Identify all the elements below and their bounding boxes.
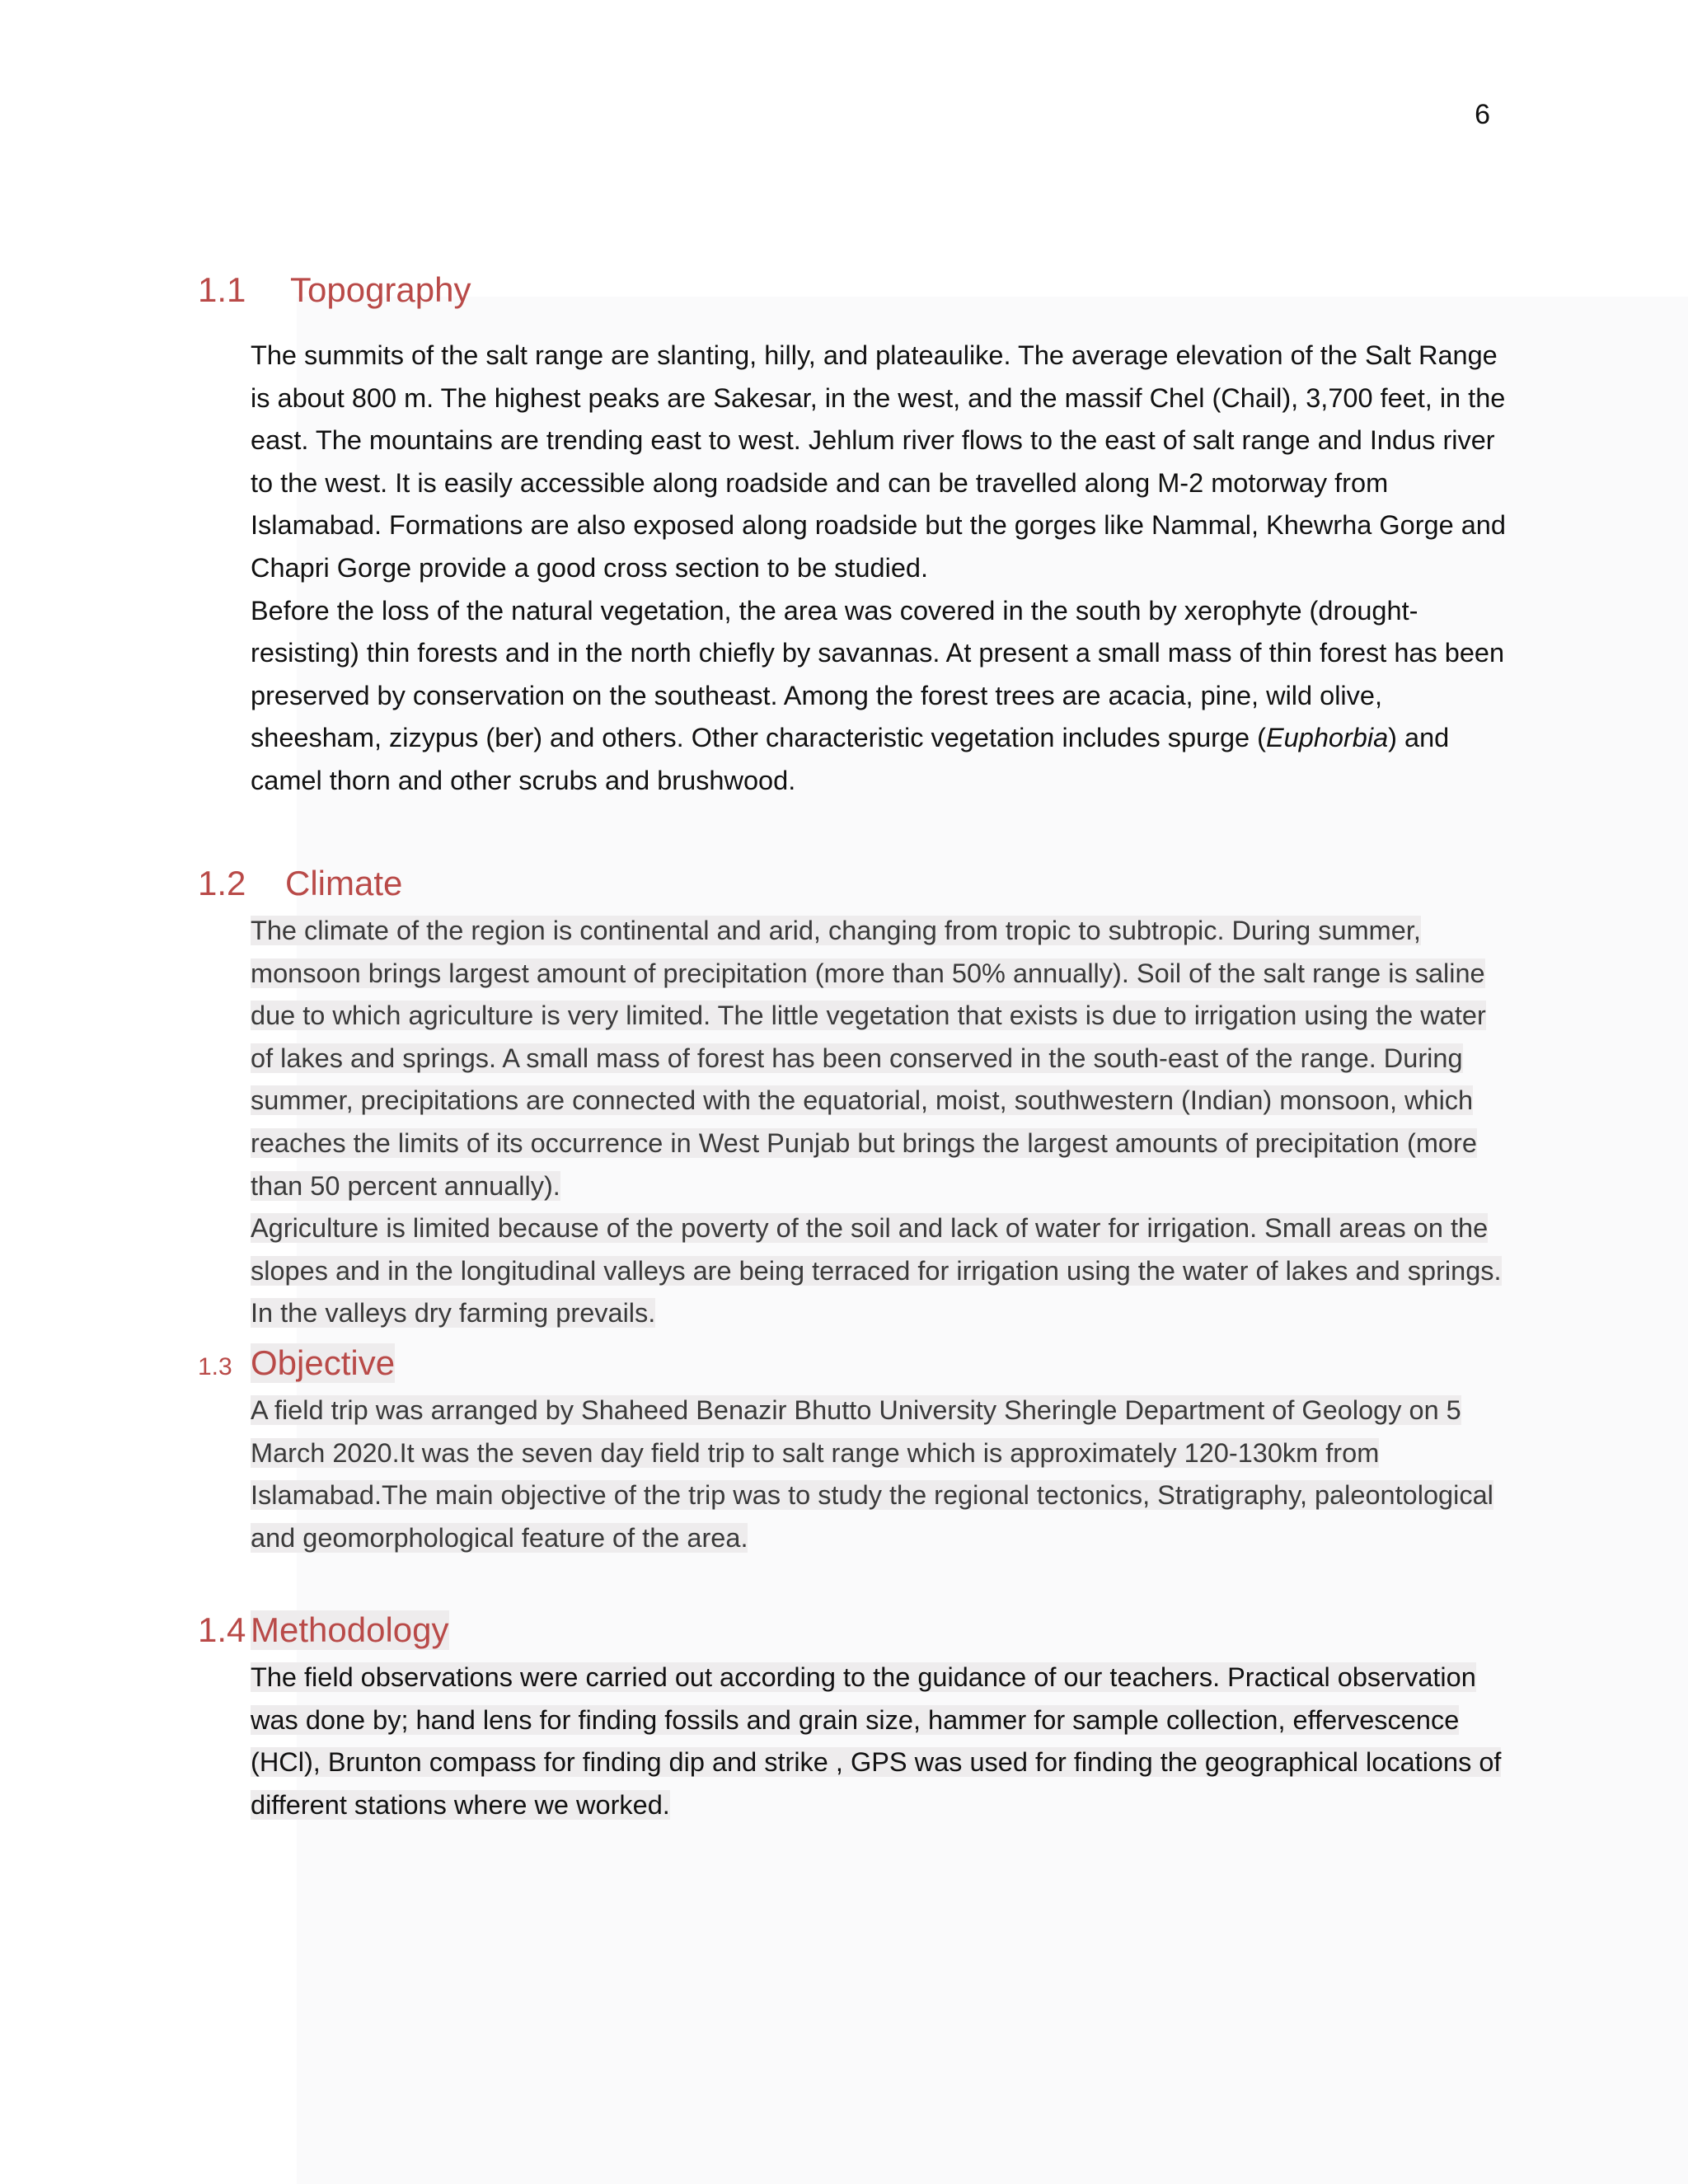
paragraph [251,1390,1508,1559]
italic-term: Euphorbia [1266,723,1389,753]
paragraph [251,590,1508,803]
section-methodology [198,1610,1508,1826]
page-number: 6 [1475,99,1490,130]
paragraph-text: ) and camel thorn and other scrubs and brushwood. [251,723,1450,795]
section-topography [198,270,1508,803]
section-heading [198,1343,1508,1383]
paragraph-text: The climate of the region is continental and arid, changing from tropic to subtropic. During summer, monsoon brings largest amount of precipitation (more than 50% annually). Soil of the salt range is saline due to which agriculture is very limited. The little vegetation that exists is due to irrigation using the water of lakes and springs. A small mass of forest has been conserved in the south-east of the range. During summer, precipitations are connected with the equatorial, moist, southwestern (Indian) monsoon, which reaches the limits of its occurrence in West Punjab but brings the largest amounts of precipitation (more than 50 percent annually). [251,916,1486,1201]
section-heading [198,864,1508,903]
paragraph-text: The field observations were carried out according to the guidance of our teachers. Practical observation was done by; hand lens for finding fossils and grain size, hammer for sample collection, effervescence (HCl), Brunton compass for finding dip and strike , GPS was used for finding the geographical locations of different stations where we worked. [251,1662,1502,1820]
section-climate [198,864,1508,1335]
section-number: 1.4 [198,1610,246,1649]
section-body [251,335,1508,803]
paragraph [251,910,1508,1207]
section-body [251,1657,1508,1826]
section-heading [198,270,1508,310]
paragraph-text: Before the loss of the natural vegetation, the area was covered in the south by xerophyte (drought-resisting) thin forests and in the north chiefly by savannas. At present a small mass of thin forest has been preserved by conservation on the southeast. Among the forest trees are acacia, pine, wild olive, sheesham, zizypus (ber) and others. Other characteristic vegetation includes spurge ( [251,595,1505,753]
section-heading [198,1610,1508,1650]
paragraph-text: A field trip was arranged by Shaheed Benazir Bhutto University Sheringle Department of Geology on 5 March 2020.It was the seven day field trip to salt range which is approximately 120-130km from Islamabad.The main objective of the trip was to study the regional tectonics, Stratigraphy, paleontological and geomorphological feature of the area. [251,1395,1493,1553]
paragraph [251,1207,1508,1335]
section-body [251,910,1508,1335]
paragraph [251,1657,1508,1826]
section-title: Methodology [251,1610,449,1649]
section-title: Objective [251,1343,396,1382]
section-number: 1.3 [198,1353,232,1380]
section-number: 1.1 [198,270,246,309]
section-objective [198,1343,1508,1559]
section-number: 1.2 [198,864,246,902]
section-body [251,1390,1508,1559]
paragraph-text: Agriculture is limited because of the poverty of the soil and lack of water for irrigation. Small areas on the slopes and in the longitudinal valleys are being terraced for irrigation using the water of lakes and springs. In the valleys dry farming prevails. [251,1213,1502,1329]
section-title: Topography [290,270,471,309]
paragraph: The summits of the salt range are slanting, hilly, and plateaulike. The average elevation of the Salt Range is about 800 m. The highest peaks are Sakesar, in the west, and the massif Chel (Chail), 3,700 feet, in the east. The mountains are trending east to west. Jehlum river flows to the east of salt range and Indus river to the west. It is easily accessible along roadside and can be travelled along M-2 motorway from Islamabad. Formations are also exposed along roadside but the gorges like Nammal, Khewrha Gorge and Chapri Gorge provide a good cross section to be studied. [251,340,1506,583]
section-title: Climate [285,864,403,902]
